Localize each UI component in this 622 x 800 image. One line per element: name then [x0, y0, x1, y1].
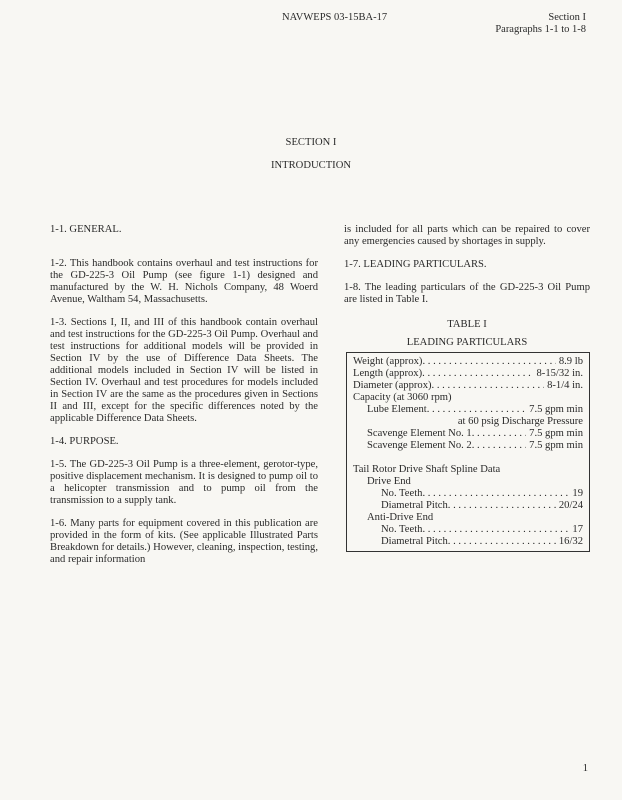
- table-row: [353, 536, 583, 548]
- leader-dots: [422, 368, 533, 380]
- row-label: Diameter (approx): [353, 380, 432, 391]
- table-row: [353, 440, 583, 452]
- row-label: Length (approx): [353, 368, 423, 379]
- row-label: Scavenge Element No. 1: [367, 428, 472, 439]
- row-value: 8-1/4 in.: [547, 380, 583, 391]
- section-title: SECTION I: [285, 137, 337, 148]
- row-value: 7.5 gpm min: [529, 404, 583, 415]
- row-value: 19: [572, 488, 583, 499]
- table-row: [353, 368, 583, 380]
- page-number: 1: [582, 763, 588, 774]
- paragraph-1-8: 1-8. The leading particulars of the GD-225-3 Oil Pump are listed in Table I.: [344, 282, 590, 305]
- row-value: 20/24: [558, 500, 583, 511]
- table-row: [353, 476, 583, 488]
- heading-leading-particulars: 1-7. LEADING PARTICULARS.: [344, 259, 487, 270]
- doc-number: NAVWEPS 03-15BA-17: [282, 12, 388, 23]
- row-label: Drive End: [367, 476, 411, 487]
- paragraph-1-5: 1-5. The GD-225-3 Oil Pump is a three-element, gerotor-type, positive displacement mechanism. It is designed to pump oil to a helicopter transmission and to pump oil from the transmission to a supply tank.: [50, 459, 318, 506]
- leading-particulars-table: [346, 352, 590, 552]
- table-row: [353, 488, 583, 500]
- header-right: [495, 12, 586, 36]
- leader-dots: [472, 428, 526, 440]
- row-label: at 60 psig Discharge Pressure: [457, 416, 583, 427]
- header-paragraphs: Paragraphs 1-1 to 1-8: [495, 24, 586, 35]
- table-row: [353, 512, 583, 524]
- row-label: Tail Rotor Drive Shaft Spline Data: [353, 464, 501, 475]
- table-title: TABLE I: [447, 319, 487, 330]
- leader-dots: [422, 356, 555, 368]
- table-row: [353, 392, 583, 404]
- row-label: Anti-Drive End: [367, 512, 434, 523]
- table-row: [353, 428, 583, 440]
- leader-dots: [472, 440, 526, 452]
- row-label: Lube Element: [367, 404, 427, 415]
- table-subtitle: LEADING PARTICULARS: [406, 337, 528, 348]
- table-row: [353, 416, 583, 428]
- table-row: [353, 356, 583, 368]
- paragraph-1-6-cont: is included for all parts which can be repaired to cover any emergencies caused by shortages in supply.: [344, 224, 590, 247]
- header-section: Section I: [548, 12, 586, 23]
- paragraph-1-2: 1-2. This handbook contains overhaul and test instructions for the GD-225-3 Oil Pump (see figure 1-1) designed and manufactured by the W. H. Nichols Company, 48 Woerd Avenue, Waltham 54, Massachusetts.: [50, 258, 318, 305]
- table-row: [353, 404, 583, 416]
- paragraph-1-3: 1-3. Sections I, II, and III of this handbook contain overhaul and test instructions for the GD-225-3 Oil Pump. Overhaul and test instructions for additional models will be provided in Section IV by the use of Difference Data Sheets. The additional models included in Section IV will be listed in Section IV. Overhaul and test procedures for models included in Section IV are the same as the procedures given in Sections II and III, except for the specific differences noted by the applicable Difference Data Sheets.: [50, 317, 318, 424]
- row-label: Diametral Pitch: [381, 500, 448, 511]
- paragraph-1-6: 1-6. Many parts for equipment covered in this publication are provided in the form of kits. (See applicable Illustrated Parts Breakdown for details.) However, cleaning, inspection, testing, and repair information: [50, 518, 318, 565]
- row-value: 7.5 gpm min: [529, 440, 583, 451]
- row-value: 8-15/32 in.: [536, 368, 583, 379]
- table-row: [353, 464, 583, 476]
- right-column: [344, 224, 590, 317]
- left-column: [50, 224, 318, 577]
- row-label: No. Teeth: [381, 488, 423, 499]
- row-label: No. Teeth: [381, 524, 423, 535]
- row-value: 7.5 gpm min: [529, 428, 583, 439]
- section-name: INTRODUCTION: [270, 160, 352, 171]
- leader-dots: [427, 404, 526, 416]
- heading-purpose: 1-4. PURPOSE.: [50, 436, 119, 447]
- table-row: [353, 500, 583, 512]
- row-value: 17: [572, 524, 583, 535]
- heading-general: 1-1. GENERAL.: [50, 224, 122, 235]
- leader-dots: [448, 500, 556, 512]
- table-row: [353, 380, 583, 392]
- row-label: Weight (approx): [353, 356, 423, 367]
- row-value: 8.9 lb: [558, 356, 583, 367]
- row-label: Capacity (at 3060 rpm): [353, 392, 452, 403]
- row-label: Diametral Pitch: [381, 536, 448, 547]
- table-row: [353, 524, 583, 536]
- row-value: 16/32: [558, 536, 583, 547]
- row-label: Scavenge Element No. 2: [367, 440, 472, 451]
- leader-dots: [422, 524, 569, 536]
- leader-dots: [448, 536, 556, 548]
- leader-dots: [422, 488, 569, 500]
- leader-dots: [432, 380, 545, 392]
